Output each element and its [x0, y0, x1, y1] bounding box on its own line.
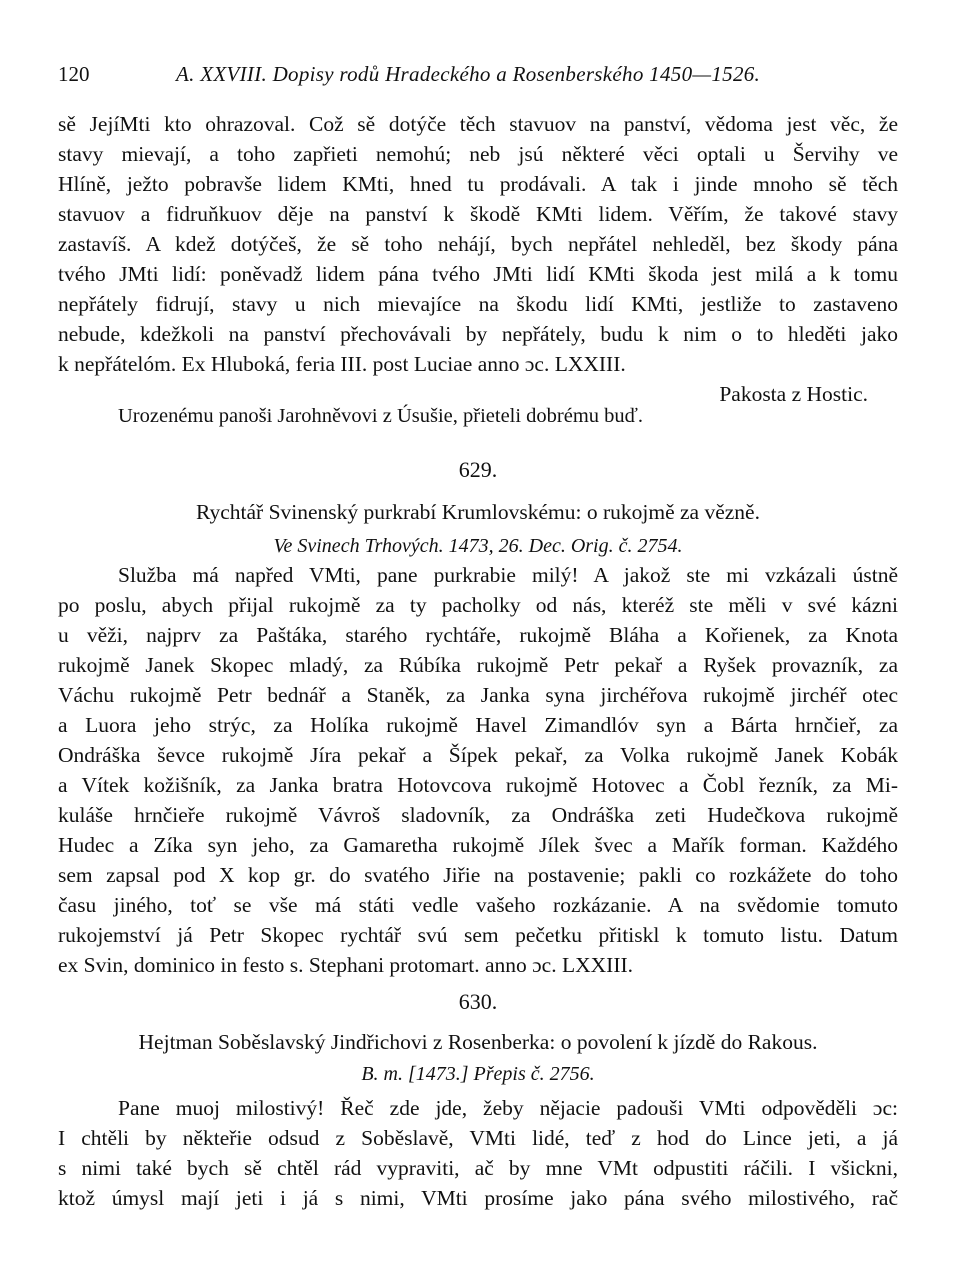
page-number: 120 — [58, 62, 90, 86]
text-line: tvého JMti lidí: poněvadž lidem pána tvého JMti lidí KMti škoda jest milá a k tomu — [58, 262, 898, 286]
text-line: Hlíně, ježto pobravše lidem KMti, hned tu prodávali. A tak i jinde mnoho sě těch — [58, 172, 898, 196]
text-line: s nimi také bych sě chtěl rád vypraviti, ač by mne VMt odpustiti ráčili. I všickni, — [58, 1156, 898, 1180]
running-title: A. XXVIII. Dopisy rodů Hradeckého a Rosenberského 1450—1526. — [176, 62, 761, 86]
text-line: po poslu, abych přijal rukojmě za ty pacholky od nás, kteréž ste měli v své kázni — [58, 593, 898, 617]
text-line: ex Svin, dominico in festo s. Stephani protomart. anno ɔc. LXXIII. — [58, 953, 634, 977]
document-number: 630. — [458, 989, 498, 1014]
text-line: nepřátely fidrují, stavy u nich mievajíce na škodu lidí KMti, jestliže to zastaveno — [58, 292, 898, 316]
document-629 — [58, 455, 898, 561]
document-source: B. m. [1473.] Přepis č. 2756. — [361, 1063, 595, 1085]
letter-628-body — [58, 109, 898, 409]
text-line: času jiného, toť se vše má státi vedle vašeho rozkázanie. A na svědomie tomuto — [58, 893, 898, 917]
text-line: ktož úmysl mají jeti i já s nimi, VMti prosíme jako pána svého milostivého, rač — [58, 1186, 898, 1210]
text-line: u věži, najprv za Paštáka, starého rychtáře, rukojmě Bláha a Kořienek, za Knota — [58, 623, 898, 647]
text-line: rukojemství já Petr Skopec rychtář svú sem pečetku přitiskl k tomuto listu. Datum — [58, 923, 898, 947]
text-line: rukojmě Janek Skopec mladý, za Rúbíka rukojmě Petr pekař a Ryšek provazník, za — [58, 653, 898, 677]
document-source: Ve Svinech Trhových. 1473, 26. Dec. Orig. č. 2754. — [273, 535, 683, 557]
text-line: stavy mievají, a toho zapřieti nemohú; neb jsú některé věci optali u Šervihy ve — [58, 142, 898, 166]
page-header — [58, 62, 900, 92]
text-line: k nepřátelóm. Ex Hluboká, feria III. post Luciae anno ɔc. LXXIII. — [58, 352, 626, 376]
address-line: Urozenému panoši Jarohněvovi z Úsušie, přieteli dobrému buď. — [118, 405, 644, 427]
text-line: zastavíš. A kdež dotýčeš, že sě toho nehájí, bych nepřátel nehleděl, bez škody pána — [58, 232, 898, 256]
text-line: Váchu rukojmě Petr bednář a Staněk, za Janka syna jirchéřova rukojmě jirchéř otec — [58, 683, 898, 707]
text-line: I chtěli by někteřie odsud z Soběslavě, VMti lidé, teď z hod do Lince jeti, a já — [58, 1126, 898, 1150]
text-line: Služba má napřed VMti, pane purkrabie milý! A jakož ste mi vzkázali ústně — [118, 563, 898, 587]
text-line: Ondráška ševce rukojmě Jíra pekař a Šípek pekař, za Volka rukojmě Janek Kobák — [58, 743, 898, 767]
text-line: sě JejíMti kto ohrazoval. Což sě dotýče těch stavuov na panství, vědoma jest věc, že — [58, 112, 898, 136]
document-629-body — [58, 560, 898, 980]
document-630 — [58, 987, 898, 1089]
text-line: stavuov a fidruňkuov děje na panství k škodě KMti lidem. Věřím, že takové stavy — [58, 202, 898, 226]
text-line: kuláše hrnčieře rukojmě Vávroš sladovník, za Ondráška zeti Hudečkova rukojmě — [58, 803, 898, 827]
document-630-body — [58, 1093, 898, 1213]
text-line: Pane muoj milostivý! Řeč zde jde, žeby nějacie padouši VMti odpověděli ɔc: — [118, 1096, 898, 1120]
text-line: a Vítek kožišník, za Janka bratra Hotovcova rukojmě Hotovec a Čobl řezník, za Mi- — [58, 773, 898, 797]
text-line: Hudec a Zíka syn jeho, za Gamaretha rukojmě Jílek švec a Mařík forman. Každého — [58, 833, 898, 857]
document-number: 629. — [458, 457, 498, 482]
document-heading: Rychtář Svinenský purkrabí Krumlovskému: o rukojmě za vězně. — [196, 500, 760, 524]
text-line: sem zapsal pod X kop gr. do svatého Jiřie na postavenie; pakli co rozkážete do toho — [58, 863, 898, 887]
signature: Pakosta z Hostic. — [719, 382, 868, 406]
text-line: a Luora jeho strýc, za Holíka rukojmě Havel Zimandlóv syn a Bárta hrnčieř, za — [58, 713, 898, 737]
document-heading: Hejtman Soběslavský Jindřichovi z Rosenberka: o povolení k jízdě do Rakous. — [138, 1030, 818, 1054]
text-line: nebude, kdežkoli na panství přechovávali by nepřátely, budu k nim o to hleděti jako — [58, 322, 898, 346]
